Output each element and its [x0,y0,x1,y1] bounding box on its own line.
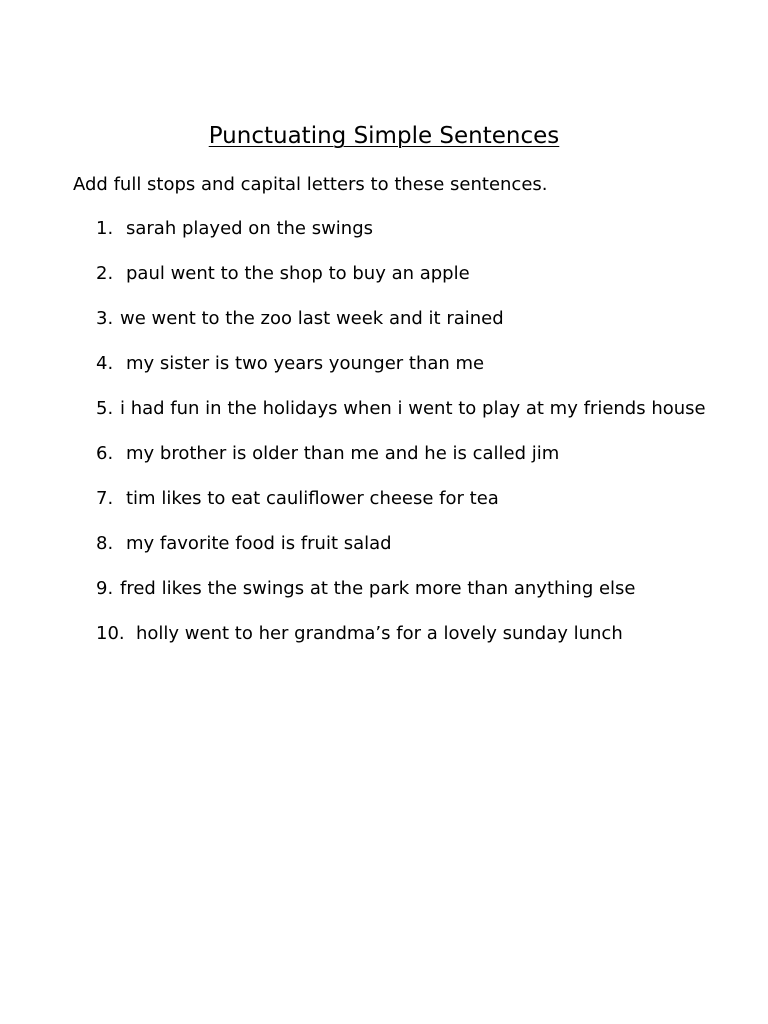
item-sentence: i had fun in the holidays when i went to play at my friends house [120,398,706,419]
item-sentence: we went to the zoo last week and it rained [120,308,504,329]
item-number: 1. [96,218,114,239]
worksheet-title: Punctuating Simple Sentences [208,123,560,149]
list-item [96,622,736,645]
list-item [96,442,736,465]
list-item [96,577,736,600]
item-number: 8. [96,533,114,554]
item-number: 6. [96,443,114,464]
item-sentence: my sister is two years younger than me [126,353,485,374]
item-sentence: sarah played on the swings [126,218,374,239]
list-item [96,397,736,420]
sentence-list [96,217,736,667]
list-item [96,262,736,285]
instruction-text: Add full stops and capital letters to these sentences. [73,174,548,195]
item-sentence: my brother is older than me and he is called jim [126,443,560,464]
item-sentence: tim likes to eat cauliflower cheese for tea [126,488,499,509]
list-item [96,487,736,510]
list-item [96,352,736,375]
item-number: 10. [96,623,125,644]
list-item [96,217,736,240]
item-sentence: fred likes the swings at the park more than anything else [120,578,636,599]
item-number: 7. [96,488,114,509]
item-number: 9. [96,578,114,599]
list-item [96,307,736,330]
item-number: 4. [96,353,114,374]
item-sentence: paul went to the shop to buy an apple [126,263,470,284]
item-sentence: holly went to her grandma’s for a lovely sunday lunch [136,623,623,644]
list-item [96,532,736,555]
item-number: 2. [96,263,114,284]
item-number: 5. [96,398,114,419]
item-sentence: my favorite food is fruit salad [126,533,392,554]
item-number: 3. [96,308,114,329]
